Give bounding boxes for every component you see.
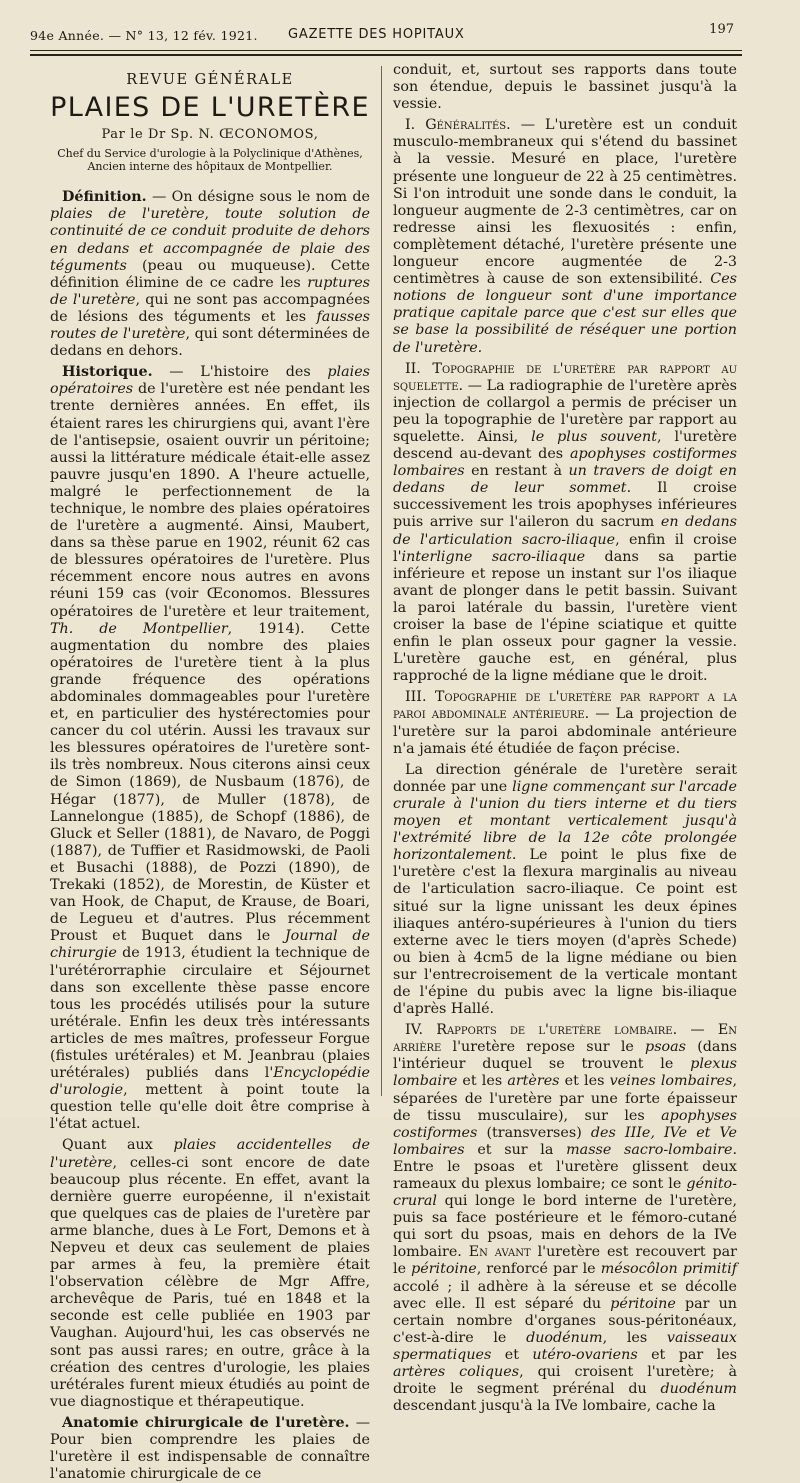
left-column	[50, 62, 370, 1483]
text: . Il croise successivement les trois apophyses inférieures puis arrive sur l'aileron du sacrum	[393, 480, 737, 531]
text: ,	[204, 206, 225, 223]
text: duodénum	[526, 1329, 603, 1346]
text: artères	[507, 1073, 560, 1090]
heading-topographie-paroi: III. Topographie de l'uretère par rapport a la paroi abdominale antérieure.	[393, 689, 737, 723]
article-author: Par le Dr Sp. N. ŒCONOMOS,	[101, 127, 319, 143]
text: Th. de Montpellier	[50, 620, 228, 637]
page-number: 197	[709, 22, 734, 37]
text: et sur la	[464, 1141, 567, 1158]
text: plexus lombaire	[393, 1056, 737, 1090]
text: dans sa partie inférieure et repose un instant sur l'os iliaque avant de plonger dans le petit bassin. Suivant la paroi latérale du bassin, l'uretère vient croiser la base de l'épine sciatique et quitte enfin le plan osseux pour gagner la vessie. L'uretère gauche est, en général, plus rapproché de la ligne médiane que le droit.	[393, 548, 737, 685]
text: toute solution de continuité de ce conduit produite de dehors en dedans et accompagnée de plaie des téguments	[50, 206, 371, 274]
text: —	[677, 1022, 718, 1039]
paragraph-rapports-lombaire	[393, 1022, 737, 1415]
text: — Pour bien comprendre les plaies de l'uretère il est indispensable de connaître l'anatomie chirurgicale de ce	[50, 1414, 371, 1483]
journal-title: GAZETTE DES HOPITAUX	[288, 27, 465, 42]
text: Journal de chirurgie	[50, 928, 370, 962]
text: et les	[559, 1073, 610, 1090]
issue-line: 94e Année. — N° 13, 12 fév. 1921.	[30, 28, 258, 43]
text: par un certain nombre d'organes sous-péritonéaux, c'est-à-dire le	[393, 1295, 738, 1346]
text: plaies de l'uretère	[50, 206, 205, 223]
author-affiliation	[50, 147, 370, 173]
text: mésocôlon primitif	[600, 1261, 737, 1278]
header-rule-thick	[30, 54, 742, 56]
article-title: PLAIES DE L'URETÈRE	[50, 92, 370, 124]
text: (dans l'intérieur duquel se trouvent le	[393, 1039, 737, 1073]
text: l'uretère est recouvert par le	[393, 1244, 737, 1278]
text: , renforcé par le	[476, 1261, 601, 1278]
text: duodénum	[660, 1381, 737, 1398]
paragraph-continuation: conduit, et, surtout ses rapports dans toute son étendue, depuis le bassinet jusqu'à la vessie.	[393, 62, 737, 113]
text: péritoine	[610, 1295, 676, 1312]
section-rubric: REVUE GÉNÉRALE	[126, 72, 294, 88]
heading-rapports-lombaire: IV. Rapports de l'uretère lombaire.	[405, 1022, 678, 1039]
paragraph-definition	[50, 189, 370, 360]
text: ruptures de l'uretère	[50, 274, 370, 308]
text: . Entre le psoas et l'uretère glissent deux rameaux du plexus lombaire; ce sont le	[393, 1141, 737, 1192]
text: , 1914). Cette augmentation du nombre des plaies opératoires de l'uretère tient à la plus grande fréquence des opérations abdominales dommageables pour l'uretère et, en particulier des hystérectomies pour cancer du col utérin. Aussi les travaux sur les blessures opératoires de l'uretère sont-ils très nombreux. Nous citerons ainsi ceux de Simon (1869), de Nusbaum (1876), de Hégar (1877), de Muller (1878), de Lannelongue (1885), de Schopf (1886), de Gluck et Seller (1881), de Navaro, de Poggi (1887), de Tuffier et Rasidmowski, de Paoli et Busachi (1888), de Pozzi (1890), de Trekaki (1852), de Morestin, de Küster et van Hook, de Chaput, de Krause, de Boari, de Legueu et d'autres. Plus récemment Proust et Buquet dans le	[50, 620, 370, 945]
text: descendant jusqu'à la IVe lombaire, cache la	[393, 1398, 716, 1415]
text: Encyclopédie d'urologie	[50, 1065, 370, 1099]
heading-topographie-squelette: II. Topographie de l'uretère par rapport au squelette.	[393, 360, 737, 394]
text: le plus souvent	[531, 428, 657, 445]
heading-anatomie: Anatomie chirurgicale de l'uretère.	[62, 1414, 350, 1431]
text: Quant aux	[62, 1137, 174, 1154]
text: plaies opératoires	[50, 364, 370, 398]
text: , qui ne sont pas accompagnées de lésions des téguments et les	[50, 291, 371, 325]
paragraph-generalites	[393, 117, 737, 356]
text: — L'uretère est un conduit musculo-membraneux qui s'étend du bassinet à la vessie. Mesuré en place, l'uretère présente une longueur de 22 à 25 centimètres. Si l'on introduit une sonde dans le conduit, la longueur augmente de 2-3 centimètres, car on redresse ainsi les flexuosités : enfin, complètement détaché, l'uretère présente une longueur encore augmentée de 2-3 centimètres à cause de son extensibilité.	[393, 117, 737, 288]
text: En avant	[468, 1244, 531, 1261]
text: — La projection de l'uretère sur la paroi abdominale antérieure n'a jamais été étudiée de façon précise.	[393, 706, 737, 757]
text: des IIIe, IVe et Ve lombaires	[393, 1124, 737, 1158]
text: de 1913, étudient la technique de l'urétérorraphie circulaire et Séjournet dans son excellente thèse passe encore tous les procédés utilisés pour la suture urétérale. Enfin les deux très intéressants articles de mes maîtres, professeur Forgue (fistules urétérales) et M. Jeanbrau (plaies urétérales) publiés dans l'	[50, 945, 370, 1082]
text: , l'uretère descend au-devant des	[393, 428, 737, 463]
text: , les	[602, 1329, 667, 1346]
text: (peau ou muqueuse). Cette définition élimine de ce cadre les	[50, 257, 370, 291]
text: l'uretère repose sur le	[441, 1039, 646, 1056]
paragraph-anatomie	[50, 1415, 370, 1483]
text: péritoine	[411, 1261, 477, 1278]
text: , qui croisent l'uretère; à droite le segment prérénal du	[393, 1364, 737, 1398]
paragraph-historique	[50, 364, 370, 1133]
text: , celles-ci sont encore de date beaucoup plus récente. En effet, avant la dernière guerre européenne, il n'existait que quelques cas de plaies de l'uretère par arme blanche, dues à Le Fort, Demons et à Nepveu et deux cas seulement de plaies par armes à feu, la première était l'observation célèbre de Mgr Affre, archevêque de Paris, tué en 1848 et la seconde est celle publiée en 1903 par Vaughan. Aujourd'hui, les cas observés ne sont pas aussi rares; en outre, grâce à la création des centres d'urologie, les plaies urétérales furent mieux étudiés au point de vue diagnostique et thérapeutique.	[50, 1154, 370, 1410]
text: — L'histoire des	[152, 364, 328, 381]
text: En arrière	[393, 1022, 737, 1056]
text: de l'uretère est née pendant les trente dernières années. En effet, ils étaient rares les chirurgiens qui, avant l'ère de l'antisepsie, osaient ouvrir un péritoine; aussi la littérature médicale était-elle assez pauvre jusqu'en 1890. A l'heure actuelle, malgré le perfectionnement de la technique, le nombre des plaies opératoires de l'uretère a augmenté. Ainsi, Maubert, dans sa thèse parue en 1902, réunit 62 cas de blessures opératoires de l'uretère. Plus récemment encore nous autres en avons réuni 159 cas (voir Œconomos. Blessures opératoires de l'uretère et leur traitement,	[50, 381, 370, 620]
text: , mettent à point toute la question telle qu'elle doit être comprise à l'état actuel.	[50, 1082, 370, 1133]
text: accolé ; il adhère à la séreuse et se décolle avec elle. Il est séparé du	[393, 1278, 737, 1312]
heading-historique: Historique.	[62, 364, 153, 381]
text: psoas	[645, 1039, 687, 1056]
text: artères coliques	[393, 1364, 520, 1381]
text: , qui sont déterminées de dedans en dehors.	[50, 326, 370, 360]
column-divider	[381, 66, 382, 1096]
text: apophyses costiformes lombaires	[393, 446, 737, 480]
text: et les	[457, 1073, 508, 1090]
text: masse sacro-lombaire	[566, 1141, 733, 1158]
text: en dedans de l'articulation sacro-iliaque	[393, 514, 738, 548]
paragraph-direction	[393, 762, 737, 1018]
text: Ces notions de longueur sont d'une importance pratique capitale parce que c'est sur elles que se base la possibilité de réséquer une portion de l'uretère.	[393, 271, 737, 356]
text: veines lombaires	[609, 1073, 733, 1090]
text: apophyses costiformes	[393, 1107, 737, 1141]
affiliation-line: Chef du Service d'urologie à la Polyclinique d'Athènes,	[57, 147, 363, 161]
text: . Le point le plus fixe de l'uretère c'est la flexura marginalis au niveau de l'articulation sacro-iliaque. Ce point est situé sur la ligne unissant les deux épines iliaques antéro-supérieures à l'union du tiers externe avec le tiers moyen (d'après Schede) ou bien à 4cm5 de la ligne médiane ou bien sur l'entrecroisement de la verticale montant de l'épine du pubis avec la ligne bis-iliaque d'après Hallé.	[393, 847, 737, 1018]
affiliation-line: Ancien interne des hôpitaux de Montpellier.	[87, 160, 333, 174]
text: (transverses)	[477, 1124, 591, 1141]
right-column	[393, 62, 737, 1415]
text: qui longe le bord interne de l'uretère, puis sa face postérieure et le fémoro-cutané qui sort du psoas, mais en dehors de la IVe lombaire.	[393, 1193, 737, 1261]
text: génito-crural	[393, 1176, 737, 1210]
paragraph-topographie-squelette	[393, 361, 737, 686]
text: un travers de doigt en dedans de leur sommet	[393, 463, 737, 497]
paragraph-accidentelles	[50, 1137, 370, 1411]
text: — On désigne sous le nom de	[146, 189, 370, 206]
text: utéro-ovariens	[532, 1346, 638, 1363]
text: , séparées de l'uretère par une forte épaisseur de tissu musculaire), sur les	[393, 1073, 738, 1124]
text: , enfin il croise l'	[393, 531, 737, 565]
text: plaies accidentelles de l'uretère	[50, 1137, 371, 1171]
page-header	[30, 22, 738, 46]
heading-definition: Définition.	[62, 189, 147, 206]
text: La direction générale de l'uretère serait donnée par une	[393, 761, 737, 795]
text: en restant à	[464, 463, 569, 480]
text: ligne commençant sur l'arcade crurale à l'union du tiers interne et du tiers moyen et montant verticalement jusqu'à l'extrémité libre de la 12e côte prolongée horizontalement	[393, 778, 737, 864]
text: et par les	[637, 1346, 737, 1363]
text: — La radiographie de l'uretère après injection de collargol a permis de préciser un peu la topographie de l'uretère par rapport au squelette. Ainsi,	[393, 377, 737, 445]
text: fausses routes de l'uretère	[50, 308, 370, 343]
header-rule-thin	[30, 50, 742, 51]
paragraph-topographie-paroi	[393, 689, 737, 757]
heading-generalites: I. Généralités.	[405, 117, 511, 134]
text: vaisseaux spermatiques	[393, 1329, 737, 1363]
text: et	[491, 1346, 533, 1363]
text: interligne sacro-iliaque	[401, 548, 586, 565]
